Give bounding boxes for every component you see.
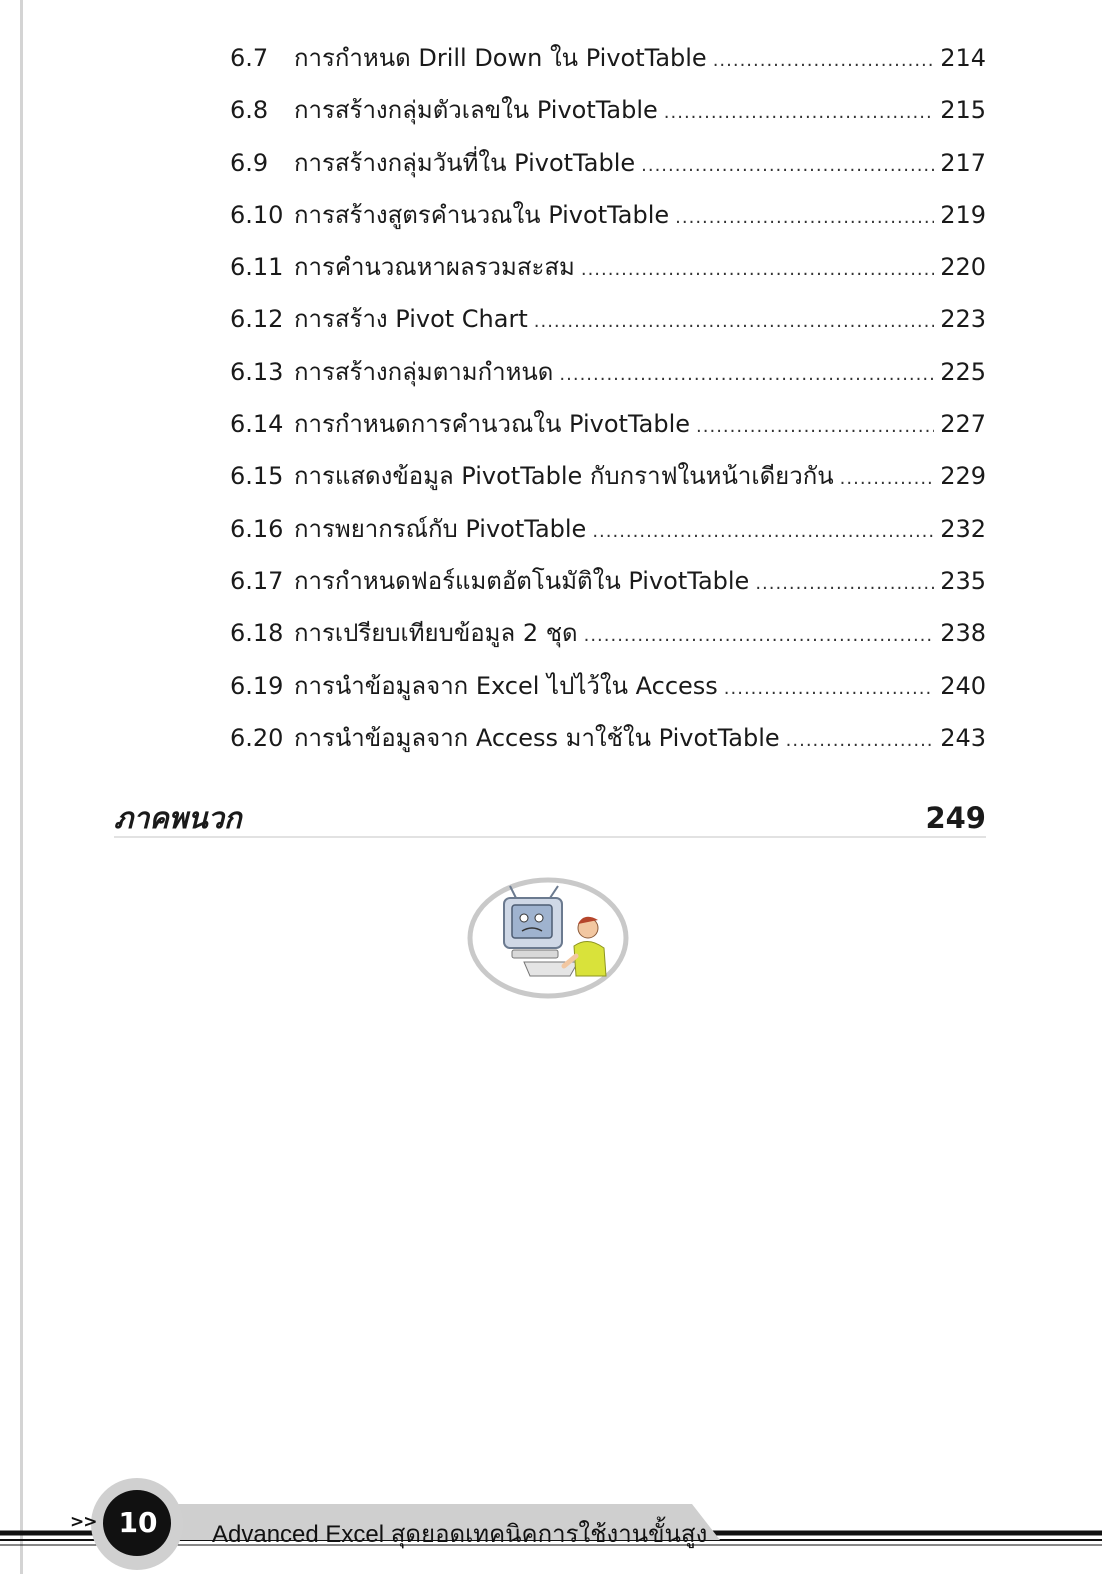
toc-dot-leader [696, 401, 934, 453]
toc-entry-number: 6.12 [230, 305, 284, 334]
toc-entry [230, 293, 986, 345]
toc-entry-page: 232 [940, 514, 986, 543]
toc-entry [230, 712, 986, 764]
toc-entry-number: 6.15 [230, 462, 284, 491]
toc-dot-leader [840, 453, 935, 505]
toc-entry [230, 346, 986, 398]
toc-entry-page: 217 [940, 148, 986, 177]
appendix-heading [114, 796, 986, 838]
toc-entry-title: การสร้างกลุ่มวันที่ใน PivotTable [294, 148, 636, 177]
toc-dot-leader [592, 506, 934, 558]
page-margin-line [20, 0, 23, 1574]
toc-entry-title: การนำข้อมูลจาก Access มาใช้ใน PivotTable [294, 723, 780, 752]
toc-entry [230, 450, 986, 502]
toc-dot-leader [675, 192, 934, 244]
appendix-title: ภาคพนวก [114, 801, 242, 835]
toc-entry-number: 6.17 [230, 566, 284, 595]
footer-arrows: >> [70, 1512, 97, 1532]
toc-entry-page: 235 [940, 566, 986, 595]
footer-book-title: Advanced Excel สุดยอดเทคนิคการใช้งานขั้นสูง [212, 1521, 708, 1548]
toc-entry-page: 229 [940, 462, 986, 491]
toc-entry [230, 189, 986, 241]
toc-entry-title: การคำนวณหาผลรวมสะสม [294, 253, 575, 282]
toc-entry-page: 220 [940, 253, 986, 282]
toc-dot-leader [534, 296, 934, 348]
toc-entry-number: 6.16 [230, 514, 284, 543]
computer-user-icon [466, 876, 630, 1000]
toc-entry [230, 398, 986, 450]
toc-dot-leader [786, 715, 935, 767]
toc-entry [230, 32, 986, 84]
toc-entry-number: 6.14 [230, 410, 284, 439]
toc-entry-title: การแสดงข้อมูล PivotTable กับกราฟในหน้าเดียวกัน [294, 462, 834, 491]
appendix-page-number: 249 [925, 801, 986, 835]
toc-entry-title: การพยากรณ์กับ PivotTable [294, 514, 587, 543]
toc-dot-leader [664, 87, 934, 139]
toc-entry [230, 137, 986, 189]
toc-entry-title: การสร้างกลุ่มตัวเลขใน PivotTable [294, 96, 658, 125]
toc-entry-number: 6.13 [230, 357, 284, 386]
computer-user-illustration [466, 876, 630, 1000]
toc-entry-page: 243 [940, 723, 986, 752]
toc-entry-number: 6.10 [230, 200, 284, 229]
toc-entry-title: การนำข้อมูลจาก Excel ไปไว้ใน Access [294, 671, 718, 700]
toc-entry-title: การสร้าง Pivot Chart [294, 305, 528, 334]
toc-entry-page: 238 [940, 619, 986, 648]
toc-dot-leader [581, 244, 934, 296]
toc-dot-leader [641, 140, 934, 192]
toc-entry-number: 6.18 [230, 619, 284, 648]
toc-entry-number: 6.19 [230, 671, 284, 700]
toc-dot-leader [713, 35, 935, 87]
toc-entry [230, 555, 986, 607]
toc-dot-leader [584, 610, 935, 662]
page-footer [0, 1478, 1102, 1574]
toc-entry-page: 227 [940, 410, 986, 439]
toc-entry [230, 660, 986, 712]
toc-entry-number: 6.20 [230, 723, 284, 752]
toc-entry-title: การสร้างสูตรคำนวณใน PivotTable [294, 200, 670, 229]
toc-entry-page: 215 [940, 96, 986, 125]
toc-entry-number: 6.11 [230, 253, 284, 282]
toc-entry [230, 241, 986, 293]
toc-entry-number: 6.7 [230, 44, 269, 72]
toc-entry-page: 223 [940, 305, 986, 334]
toc-entry [230, 607, 986, 659]
toc-entry-title: การกำหนด Drill Down ใน PivotTable [294, 44, 707, 72]
toc-dot-leader [724, 663, 934, 715]
table-of-contents [230, 32, 986, 764]
toc-entry-page: 214 [940, 44, 986, 72]
toc-entry-number: 6.8 [230, 96, 269, 125]
toc-entry-title: การกำหนดการคำนวณใน PivotTable [294, 410, 691, 439]
toc-entry-page: 219 [940, 200, 986, 229]
footer-page-number: 10 [118, 1506, 158, 1539]
toc-entry-title: การเปรียบเทียบข้อมูล 2 ชุด [294, 619, 578, 648]
toc-entry [230, 503, 986, 555]
toc-entry-number: 6.9 [230, 148, 269, 177]
toc-entry [230, 84, 986, 136]
toc-dot-leader [559, 349, 934, 401]
toc-entry-page: 240 [940, 671, 986, 700]
toc-entry-page: 225 [940, 357, 986, 386]
toc-entry-title: การกำหนดฟอร์แมตอัตโนมัติใน PivotTable [294, 566, 750, 595]
toc-dot-leader [755, 558, 934, 610]
toc-entry-title: การสร้างกลุ่มตามกำหนด [294, 357, 554, 386]
